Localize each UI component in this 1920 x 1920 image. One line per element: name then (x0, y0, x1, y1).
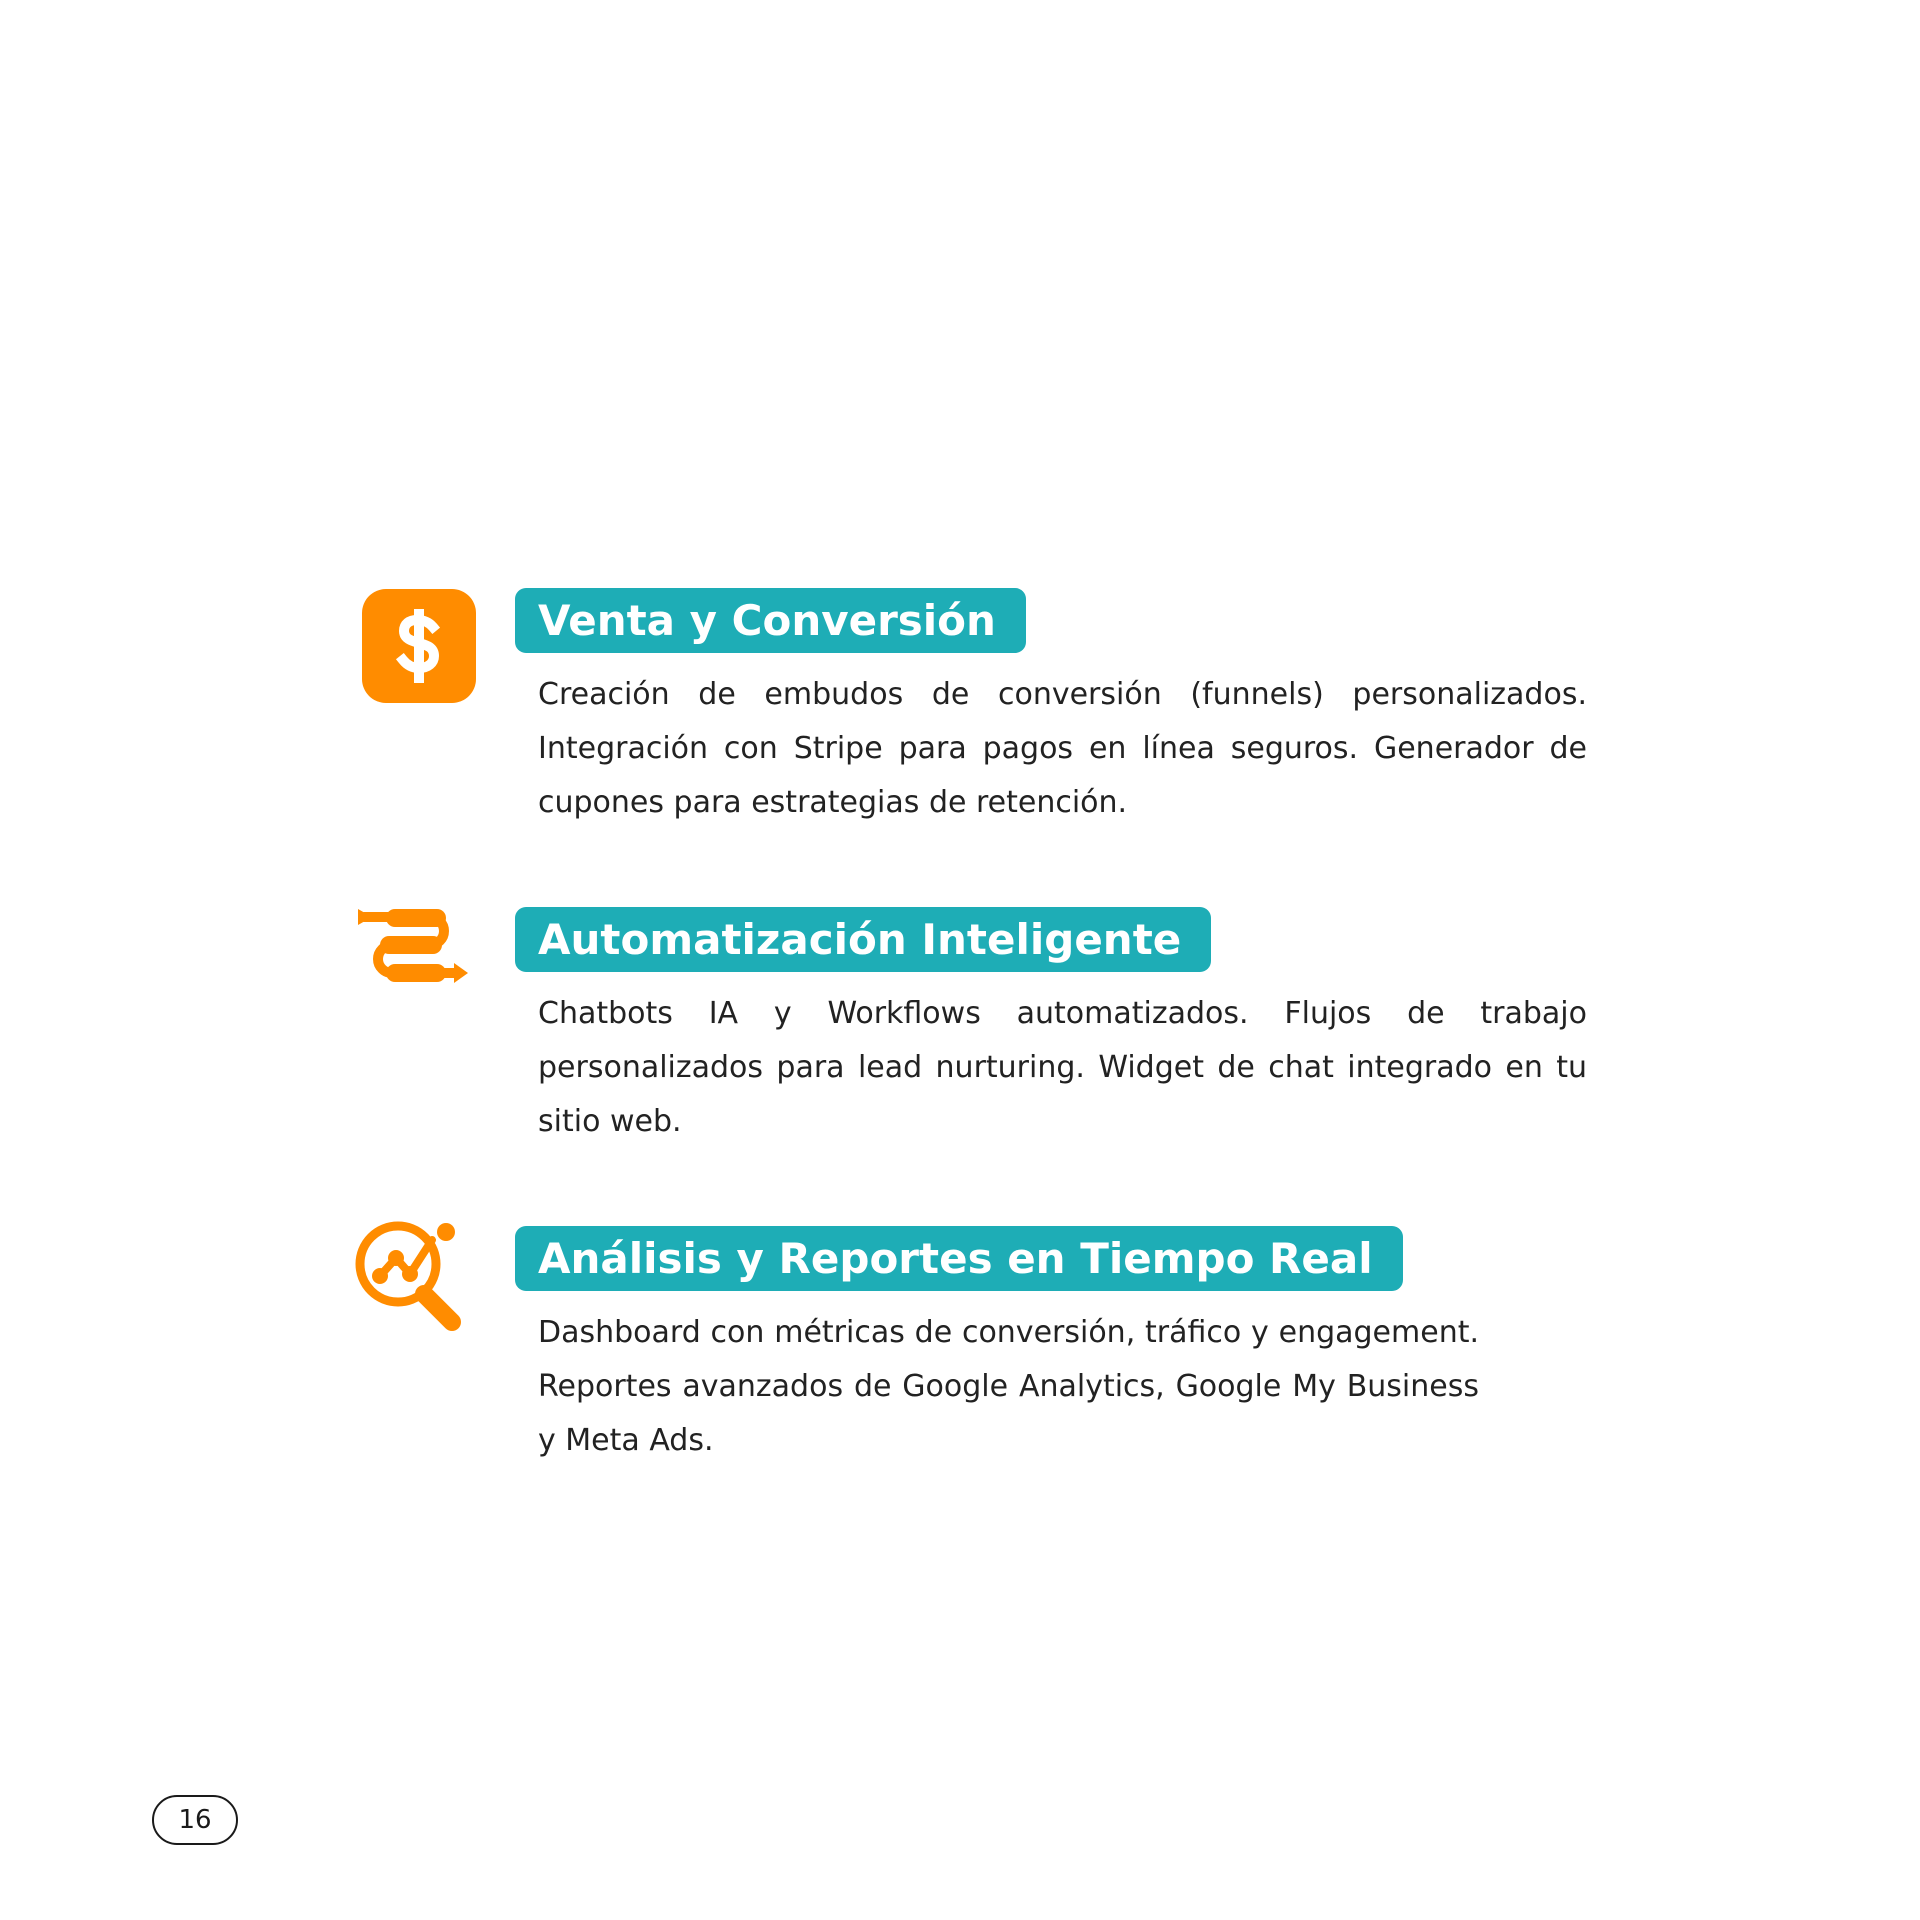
feature-description: Chatbots IA y Workflows automatizados. Flujos de trabajo personalizados para lead nurturing. Widget de chat integrado en tu sitio web. (538, 996, 1587, 1139)
feature-title: Automatización Inteligente (515, 907, 1211, 972)
feature-description: Dashboard con métricas de conversión, tráfico y engagement. Reportes avanzados de Google Analytics, Google My Business y Meta Ads. (538, 1315, 1479, 1458)
analytics-search-icon (352, 1218, 478, 1344)
workflow-icon (358, 907, 484, 1033)
dollar-icon (362, 589, 488, 715)
feature-title: Venta y Conversión (515, 588, 1026, 653)
feature-description: Creación de embudos de conversión (funnels) personalizados. Integración con Stripe para pagos en línea seguros. Generador de cupones para estrategias de retención. (538, 677, 1587, 820)
feature-title: Análisis y Reportes en Tiempo Real (515, 1226, 1403, 1291)
page-number: 16 (152, 1795, 238, 1845)
